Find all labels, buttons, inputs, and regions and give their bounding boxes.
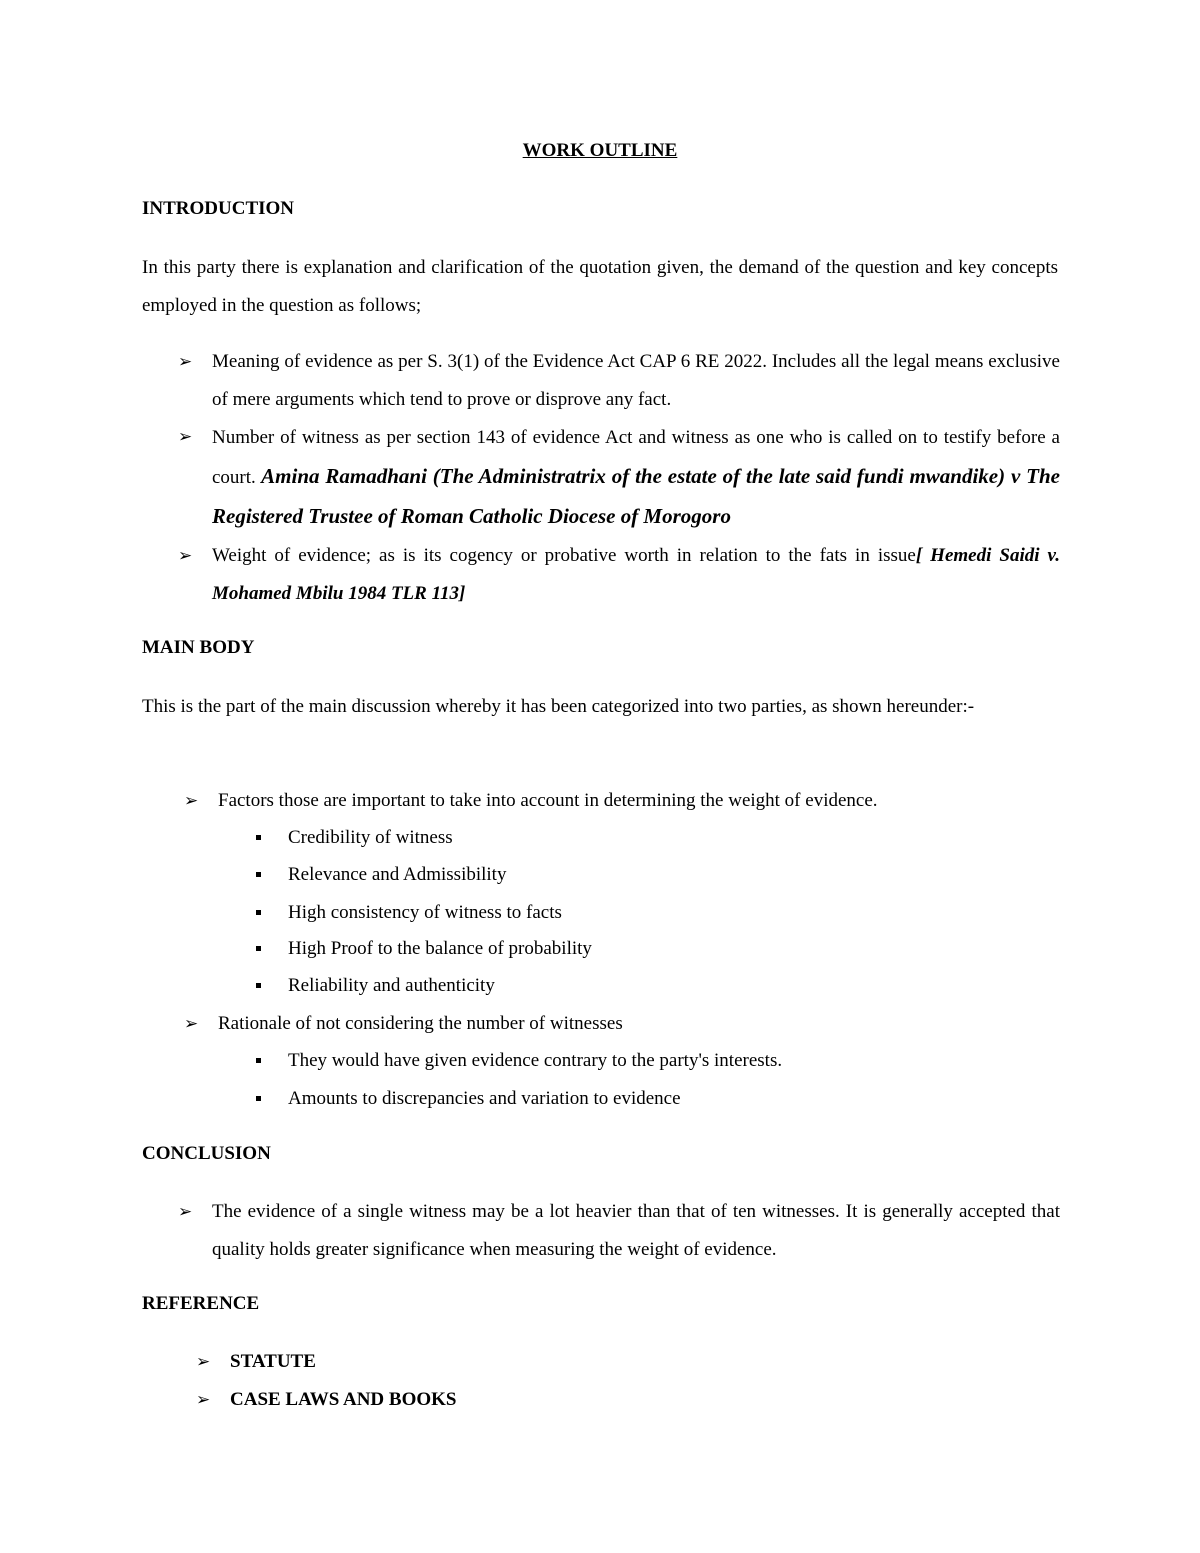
square-bullet-icon bbox=[256, 946, 261, 951]
group-label: Rationale of not considering the number of witnesses bbox=[218, 1013, 623, 1034]
arrow-bullet-icon: ➢ bbox=[196, 1352, 211, 1372]
arrow-bullet-icon: ➢ bbox=[178, 1202, 193, 1222]
square-bullet-icon bbox=[256, 983, 261, 988]
arrow-bullet-icon: ➢ bbox=[178, 546, 193, 566]
introduction-item-text: Weight of evidence; as is its cogency or probative worth in relation to the fats in issue bbox=[212, 545, 916, 566]
square-bullet-icon bbox=[256, 835, 261, 840]
list-item: Credibility of witness bbox=[288, 825, 453, 851]
introduction-paragraph: In this party there is explanation and clarification of the quotation given, the demand of the question and key concepts employed in the question as follows; bbox=[142, 257, 1058, 316]
arrow-bullet-icon: ➢ bbox=[184, 1014, 199, 1034]
conclusion-text: The evidence of a single witness may be a lot heavier than that of ten witnesses. It is generally accepted that quality holds greater significance when measuring the weight of evidence. bbox=[212, 1201, 1060, 1260]
reference-item-case-laws: ➢ CASE LAWS AND BOOKS bbox=[230, 1387, 456, 1413]
list-item: Relevance and Admissibility bbox=[288, 862, 506, 888]
introduction-item-2 bbox=[178, 418, 1060, 537]
main-body-paragraph: This is the part of the main discussion whereby it has been categorized into two parties, as shown hereunder:- bbox=[142, 696, 975, 717]
square-bullet-icon bbox=[256, 872, 261, 877]
square-bullet-icon bbox=[256, 1058, 261, 1063]
square-bullet-icon bbox=[256, 1096, 261, 1101]
main-body-heading: MAIN BODY bbox=[142, 637, 255, 658]
case-citation: Amina Ramadhani (The Administratrix of the estate of the late said fundi mwandike) v The Registered Trustee of Roman Catholic Diocese of Morogoro bbox=[212, 464, 1060, 528]
list-item: They would have given evidence contrary to the party's interests. bbox=[288, 1048, 782, 1074]
conclusion-item bbox=[178, 1193, 1060, 1269]
square-bullet-icon bbox=[256, 910, 261, 915]
arrow-bullet-icon: ➢ bbox=[178, 352, 193, 372]
introduction-item-text: Number of witness as per section 143 of evidence Act and witness as one who is called on to testify before a court. bbox=[212, 427, 1060, 488]
case-citation: [ Hemedi Saidi v. Mohamed Mbilu 1984 TLR 113] bbox=[212, 545, 1061, 604]
reference-heading: REFERENCE bbox=[142, 1293, 260, 1314]
arrow-bullet-icon: ➢ bbox=[184, 791, 199, 811]
list-item: High consistency of witness to facts bbox=[288, 900, 562, 926]
introduction-item-text: Meaning of evidence as per S. 3(1) of the Evidence Act CAP 6 RE 2022. Includes all the legal means exclusive of mere arguments which tend to prove or disprove any fact. bbox=[212, 351, 1060, 410]
main-body-group-2 bbox=[184, 1005, 1066, 1043]
introduction-item-1 bbox=[178, 343, 1060, 419]
introduction-item-3 bbox=[178, 537, 1061, 613]
list-item: High Proof to the balance of probability bbox=[288, 936, 592, 962]
list-item: Reliability and authenticity bbox=[288, 973, 495, 999]
list-item: Amounts to discrepancies and variation to evidence bbox=[288, 1086, 681, 1112]
arrow-bullet-icon: ➢ bbox=[178, 427, 193, 447]
main-body-group-1 bbox=[184, 782, 1066, 820]
arrow-bullet-icon: ➢ bbox=[196, 1390, 211, 1410]
group-label: Factors those are important to take into account in determining the weight of evidence. bbox=[218, 790, 878, 811]
document-title: WORK OUTLINE bbox=[522, 140, 678, 161]
introduction-heading: INTRODUCTION bbox=[142, 198, 295, 219]
conclusion-heading: CONCLUSION bbox=[142, 1143, 271, 1164]
reference-item-statute: ➢ STATUTE bbox=[230, 1349, 316, 1375]
